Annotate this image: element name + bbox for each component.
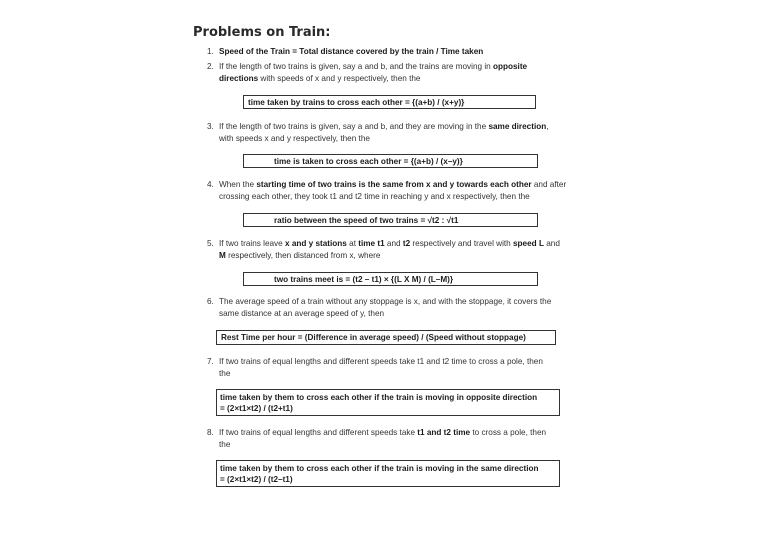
item-number: 2.: [207, 62, 214, 71]
item-line: [219, 121, 549, 133]
formula-text: time taken by them to cross each other if the train is moving in the same direction: [220, 464, 539, 473]
text-run: at: [346, 239, 359, 248]
bold-text: t1 and t2 time: [417, 428, 471, 437]
item-text: [219, 121, 549, 145]
bold-text: directions: [219, 74, 259, 83]
item-line: [219, 238, 560, 250]
text-run: to cross a pole, then: [470, 428, 547, 437]
bold-text: opposite: [492, 62, 528, 71]
text-run: with speeds x and y respectively, then the: [219, 134, 370, 143]
item-number: 5.: [207, 239, 214, 248]
item-text: [219, 46, 483, 58]
formula-box-7: [216, 389, 560, 416]
item-line: [219, 296, 551, 308]
item-text: [219, 238, 560, 262]
text-run: respectively, then distanced from x, where: [225, 251, 381, 260]
item-line: [219, 61, 527, 73]
text-run: The average speed of a train without any stoppage is x, and with the stoppage, it covers the: [219, 297, 552, 306]
item-line: [219, 133, 549, 145]
bold-text: t2: [402, 239, 411, 248]
bold-text: same direction: [488, 122, 547, 131]
text-run: the: [219, 369, 231, 378]
item-line: [219, 308, 551, 320]
bold-text: x and y stations: [284, 239, 347, 248]
item-line: [219, 73, 527, 85]
bold-text: time t1: [358, 239, 385, 248]
formula-box-4: [243, 213, 538, 227]
formula-box-2: [243, 95, 536, 109]
item-text: [219, 296, 551, 320]
formula-text: = (2×t1×t2) / (t2+t1): [220, 404, 293, 413]
formula-box-5: [243, 272, 538, 286]
text-run: and after: [531, 180, 567, 189]
list-item-4: [207, 179, 747, 205]
item-text: [219, 356, 543, 380]
text-run: respectively and travel with: [410, 239, 513, 248]
text-run: If two trains of equal lengths and different speeds take t1 and t2 time to cross a pole, then: [219, 357, 543, 366]
list-item-6: [207, 296, 747, 322]
text-run: crossing each other, they took t1 and t2 time in reaching y and x respectively, then the: [219, 192, 530, 201]
item-text: [219, 61, 527, 85]
text-run: If two trains of equal lengths and different speeds take: [219, 428, 418, 437]
formula-text: time taken by trains to cross each other = {(a+b) / (x+y)}: [248, 97, 465, 107]
text-run: If the length of two trains is given, say a and b, and the trains are moving in: [219, 62, 493, 71]
formula-box-6: [216, 330, 556, 345]
item-text: [219, 427, 546, 451]
text-run: ,: [546, 122, 549, 131]
formula-text: time is taken to cross each other = {(a+b) / (x–y)}: [274, 156, 463, 166]
text-run: When the: [219, 180, 257, 189]
text-run: the: [219, 440, 231, 449]
list-item-7: [207, 356, 747, 382]
list-item-5: [207, 238, 747, 264]
item-line: [219, 191, 566, 203]
formula-text: time taken by them to cross each other if the train is moving in opposite direction: [220, 393, 538, 402]
list-item-3: [207, 121, 747, 147]
list-item-8: [207, 427, 747, 453]
item-line: [219, 250, 560, 262]
bold-text: starting time of two trains is the same from x and y towards each other: [256, 180, 532, 189]
formula-text: = (2×t1×t2) / (t2–t1): [220, 475, 293, 484]
text-run: If two trains leave: [219, 239, 285, 248]
item-text: [219, 179, 566, 203]
item-line: [219, 439, 546, 451]
item-line: [219, 427, 546, 439]
item-number: 6.: [207, 297, 214, 306]
text-run: and: [384, 239, 403, 248]
bold-text: M: [219, 251, 226, 260]
formula-text: two trains meet is = (t2 – t1) × {(L X M) / (L–M)}: [274, 274, 454, 284]
item-line: [219, 368, 543, 380]
formula-text: Rest Time per hour = (Difference in average speed) / (Speed without stoppage): [221, 333, 526, 342]
item-line: [219, 46, 483, 58]
item-number: 1.: [207, 47, 214, 56]
formula-text: ratio between the speed of two trains = √t2 : √t1: [274, 215, 459, 225]
page-title: Problems on Train:: [193, 25, 331, 40]
text-run: with speeds of x and y respectively, then the: [258, 74, 421, 83]
list-item-2: [207, 61, 747, 87]
list-item-1: [207, 46, 747, 60]
bold-text: speed L: [513, 239, 544, 248]
item-line: [219, 179, 566, 191]
item-number: 7.: [207, 357, 214, 366]
item-number: 4.: [207, 180, 214, 189]
text-run: same distance at an average speed of y, then: [219, 309, 385, 318]
item-number: 3.: [207, 122, 214, 131]
item-line: [219, 356, 543, 368]
formula-box-3: [243, 154, 538, 168]
formula-box-8: [216, 460, 560, 487]
item-number: 8.: [207, 428, 214, 437]
bold-text: Speed of the Train = Total distance covered by the train / Time taken: [219, 47, 484, 56]
text-run: and: [543, 239, 560, 248]
text-run: If the length of two trains is given, say a and b, and they are moving in the: [219, 122, 489, 131]
